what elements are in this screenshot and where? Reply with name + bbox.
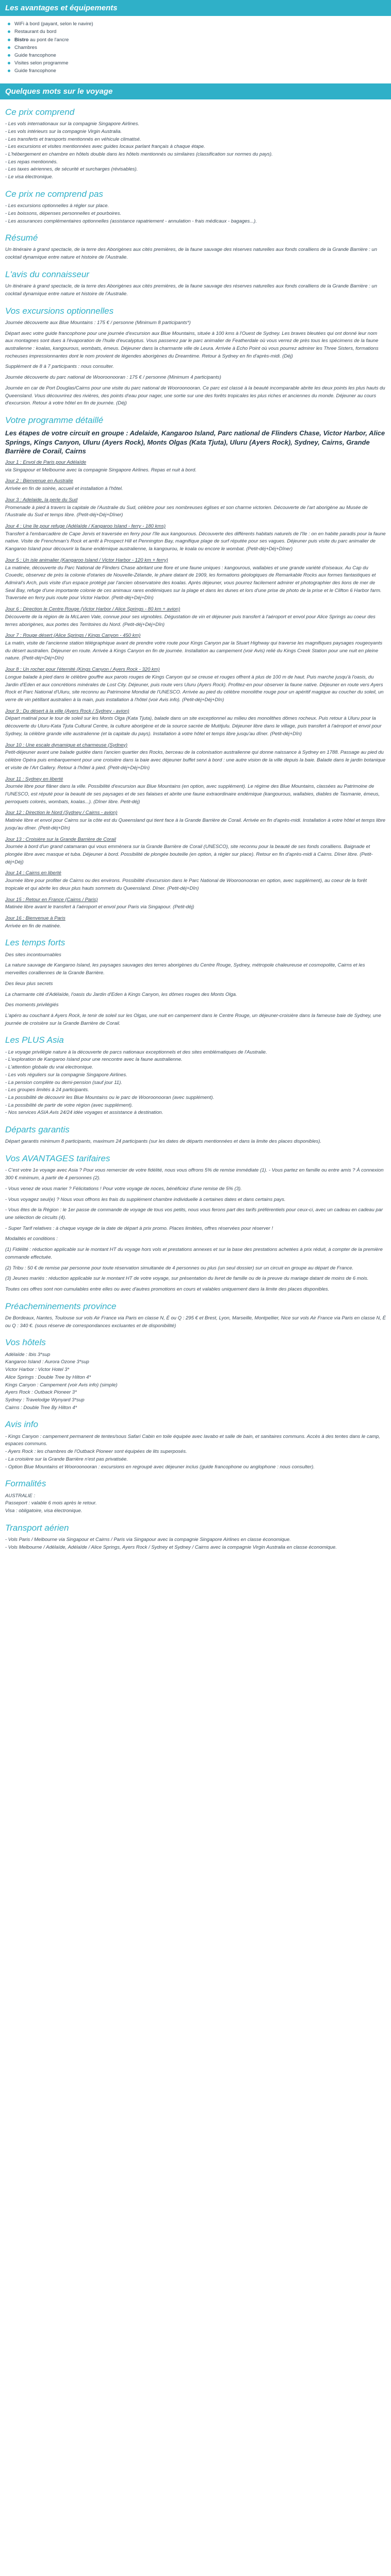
programme-day-title: Jour 2 : Bienvenue en Australie <box>5 478 73 484</box>
plus-asia-line: - La possibilité de partir de votre région (avec supplément). <box>5 1102 133 1108</box>
feature-item <box>6 44 385 52</box>
plus-asia-line: - La possibilité de découvrir les Blue Mountains ou le parc de Wooroonooran (avec supplément). <box>5 1095 215 1101</box>
section-departs <box>5 1124 386 1146</box>
feature-text: Guide francophone <box>14 53 56 58</box>
info-line: - Ayers Rock : les chambres de l'Outback Pioneer sont équipées de lits superposés. <box>5 1449 187 1455</box>
programme-day <box>5 632 386 663</box>
temps-forts-paragraph: La charmante cité d'Adélaïde, l'oasis du Jardin d'Eden à Kings Canyon, les dômes rouges des Monts Olga. <box>5 991 237 997</box>
plus-asia-line: - L'exploration de Kangaroo Island pour une rencontre avec la faune australienne. <box>5 1057 183 1063</box>
prix-comprend-line: - Les excursions et visites mentionnées avec guides locaux parlant français à chaque étape. <box>5 144 205 150</box>
quelques-mots-band: Quelques mots sur le voyage <box>0 83 391 99</box>
temps-forts-paragraph: Des lieux plus secrets <box>5 980 53 987</box>
tarifaires-paragraph: - Vous voyagez seul(e) ? Nous vous offrons les frais du supplément chambre individuelle à certaines dates et dans certains pays. <box>5 1196 286 1202</box>
feature-item <box>6 36 385 44</box>
plus-asia-line: - L'attention globale du vrai electronique. <box>5 1064 93 1071</box>
programme-day-title: Jour 1 : Envol de Paris pour Adélaïde <box>5 459 87 465</box>
section-temps-forts <box>5 937 386 1027</box>
heading-info: Avis info <box>5 1419 38 1430</box>
tarifaires-paragraph: Modalités et conditions : <box>5 1236 58 1242</box>
tarifaires-paragraph: - Super Tarif relatives : à chaque voyage de la date de départ à prix promo. Places limitées, offres réservées pour réserver ! <box>5 1225 273 1231</box>
feature-strong: Bistro <box>14 37 29 43</box>
programme-day <box>5 606 386 629</box>
section-plus-asia <box>5 1035 386 1117</box>
hotel-line: Cairns : Double Tree By Hilton 4* <box>5 1404 77 1411</box>
programme-day <box>5 915 386 930</box>
programme-day-text: Arrivée en fin de matinée. <box>5 923 61 929</box>
heading-programme: Votre programme détaillé <box>5 415 104 426</box>
features-list <box>0 19 391 76</box>
feature-item <box>6 67 385 75</box>
programme-day-text: Longue balade à pied dans le célèbre gouffre aux parois rouges de Kings Canyon qui se creuse et rouges offrent à plus de 100 m de haut. Puis marche jusqu'à l'oasis, du Jardin d'Eden et aux concrétions minérales de Lost City. Déjeuner, puis route vers Uluru (Ayers Rock). Profitez-en pour observer la faune native. Déjeuner en route vers Ayers Rock et Parc National d'Uluru, site reconnu au Patrimoine Mondial de l'UNESCO. Arrivée au pied du célèbre monolithe rouge pour un apéritif magique au coucher du soleil, un verre de vin pétillant australien à la main, puis installation à l'hôtel (voir Avis info). (Petit-déj+Déj+Dîn) <box>5 674 384 703</box>
programme-day-text: La matinée, découverte du Parc National de Flinders Chase abritant une flore et une faune uniques : kangourous, wallabies et une grande variété d'oiseaux. Au Cap du Couedic, observez de près la colonie d'otaries de Nouvelle-Zélande, le phare datant de 1909, les formations géologiques de Remarkable Rocks aux formes fantastiques et Admiral's Arch, puis visite d'un espace protégé par l'ancien observatoire des koalas. Après déjeuner, vous pourrez facilement admirer et photographier des lions de mer de Seal Bay, refuge d'une importante colonie de ces animaux rares endémiques sur la plage et dans les dunes et lors d'une prise de photo de la prise et le Clifton 6 Harbor farm. Traversée en ferry puis route pour Victor Harbor. (Petit-déj+Déj+Dîn) <box>5 565 382 601</box>
prix-comprend-line: - L'hébergement en chambre en hôtels double dans les hôtels mentionnés ou similaires (classification sur normes du pays). <box>5 151 273 157</box>
programme-day-title: Jour 14 : Cairns en liberté <box>5 870 61 876</box>
programme-day <box>5 836 386 867</box>
feature-item <box>6 28 385 36</box>
section-prix-comprend <box>5 107 386 181</box>
section-info <box>5 1419 386 1471</box>
feature-item <box>6 59 385 67</box>
prix-comprend-line: - Le visa électronique. <box>5 174 53 180</box>
transport-line: - Vols Melbourne / Adélaïde, Adélaïde / Alice Springs, Ayers Rock / Sydney et Sydney / Cairns avec la compagnie Virgin Australia en classe économique. <box>5 1544 337 1550</box>
tarifaires-paragraph: - Vous venez de vous marier ? Félicitations ! Pour votre voyage de noces, bénéficiez d'une remise de 5% (3). <box>5 1185 242 1192</box>
prix-comprend-line: - Les taxes aériennes, de sécurité et surcharges (révisables). <box>5 166 138 173</box>
temps-forts-paragraph: La nature sauvage de Kangaroo Island, les paysages sauvages des terres aborigènes du Centre Rouge, Sydney, métropole chaleureuse et cosmopolite, Cairns et les merveilles coralliennes de la Grande Barrière. <box>5 962 365 976</box>
heading-departs: Départs garantis <box>5 1125 70 1135</box>
info-list <box>5 1433 386 1471</box>
hotel-line: Victor Harbor : Victor Hotel 3* <box>5 1367 70 1373</box>
programme-days <box>5 459 386 930</box>
prix-ne-comprend-line: - Les assurances complémentaires optionnelles (assistance rapatriement - annulation - frais médicaux - bagages...). <box>5 218 257 224</box>
hotel-line: Adélaïde : Ibis 3*sup <box>5 1351 51 1358</box>
hotel-line: Alice Springs : Double Tree by Hilton 4* <box>5 1374 91 1380</box>
section-avis <box>5 269 386 298</box>
heading-formalites: Formalités <box>5 1479 46 1489</box>
tarifaires-paragraph: (1) Fidélité : réduction applicable sur le montant HT du voyage hors vols et prestations annexes et sur la base des prestations achetées à prix réduit, à compter de la première commande effectuée. <box>5 1247 383 1260</box>
tarifaires-paragraph: (3) Jeunes mariés : réduction applicable sur le montant HT de votre voyage, sur présentation du livret de famille ou de la preuve du mariage datant de moins de 6 mois. <box>5 1276 369 1282</box>
section-programme <box>5 415 386 930</box>
plus-asia-line: - La pension complète ou demi-pension (sauf jour 11). <box>5 1079 122 1086</box>
section-excursions <box>5 306 386 408</box>
heading-prix-ne-comprend: Ce prix ne comprend pas <box>5 189 103 199</box>
feature-text: WiFi à bord (payant, selon le navire) <box>14 21 93 27</box>
section-transport <box>5 1522 386 1552</box>
programme-day-text: La matin, visite de l'ancienne station télégraphique avant de prendre votre route pour Kings Canyon par la Stuart Highway qui traverse les magnifiques paysages rougeoyants du désert australien. Déjeuner en route. Arrivée à Kings Canyon en fin de journée. Installation au campement (voir Avis) relié du Kings Creek Station pour une nuit en pleine nature. (Petit-déj+Déj+Dîn) <box>5 640 383 662</box>
excursion-paragraph: Départ avec votre guide francophone pour une journée d'excursion aux Blue Mountains, située à 100 kms à l'Ouest de Sydney. Les braves bleutées qui ont donné leur nom aux montagnes sont dues à l'évaporation de l'huile d'eucalyptus. Vous passerez par le parc animalier de Featherdale où vous verrez de près tous les spécimens de la faune australienne : koalas, kangourous, wombats, émeus. Déjeuner dans la charmante ville de Leura. Arrivée à Echo Point où vous pourrez admirer les Three Sisters, formations rocheuses impressionnantes dont le nom provient de légendes aborigènes du Dreamtime. Retour à Sydney en fin d'après-midi. (Déj) <box>5 330 379 359</box>
programme-day <box>5 708 386 738</box>
hotel-line: Kings Canyon : Campement (voir Avis info) (simple) <box>5 1382 118 1388</box>
prix-ne-comprend-line: - Les excursions optionnelles à régler sur place. <box>5 203 109 209</box>
programme-day-title: Jour 6 : Direction le Centre Rouge (Victor Harbor / Alice Springs - 80 km + avion) <box>5 606 181 613</box>
heading-resume: Résumé <box>5 233 38 243</box>
prix-comprend-line: - Les vols internationaux sur la compagnie Singapore Airlines. <box>5 121 139 127</box>
temps-forts-paragraph: Des moments privilégiés <box>5 1002 59 1008</box>
programme-day-title: Jour 13 : Croisière sur la Grande Barrière de Corail <box>5 836 116 842</box>
section-formalites <box>5 1478 386 1515</box>
feature-text: au pont de l'ancre <box>28 37 69 43</box>
tarifaires-paragraph: - C'est votre 1e voyage avec Asia ? Pour vous remercier de votre fidélité, nous vous offrons 5% de remise immédiate (1). - Vous partez en famille ou entre amis ? À connexion 300 € minimum, à partir de 4 personnes (2). <box>5 1167 384 1181</box>
programme-day-text: Découverte de la région de la McLaren Vale, connue pour ses vignobles. Dégustation de vin et déjeuner puis transfert à l'aéroport et envol pour Alice Springs au coeur des terres aborigènes, aux portes des Territoires du Nord. (Petit-déj+Déj+Dîn) <box>5 614 376 628</box>
advantages-band: Les avantages et équipements <box>0 0 391 16</box>
programme-day-text: Matinée libre et envol pour Cairns sur la côte est du Queensland qui tient face à la Grande Barrière de Corail. Arrivée en fin d'après-midi. Installation à votre hôtel et temps libre jusqu'au dîner. (Petit-déj+Dîn) <box>5 818 386 831</box>
programme-day-title: Jour 9 : Du désert à la ville (Ayers Rock / Sydney - avion) <box>5 708 129 714</box>
programme-day-title: Jour 8 : Un rocher pour l'éternité (Kings Canyon / Ayers Rock - 320 km) <box>5 667 160 673</box>
avis-text: Un itinéraire à grand spectacle, de la terre des Aborigènes aux cités premières, de la faune sauvage des réserves naturelles aux fonds coralliens de la Grande Barrière : un cocktail dynamique entre nature et histoire de l'Australie. <box>5 283 377 297</box>
heading-preacheminements: Préacheminements province <box>5 1301 117 1311</box>
hotel-line: Kangaroo Island : Aurora Ozone 3*sup <box>5 1359 89 1365</box>
section-prix-ne-comprend <box>5 189 386 225</box>
feature-text: Visites selon programme <box>14 60 69 66</box>
tarifaires-paragraph: Toutes ces offres sont non cumulables entre elles ou avec d'autres promotions en cours et valables uniquement dans la limite des places disponibles. <box>5 1286 330 1293</box>
programme-day-text: Journée libre pour flâner dans la ville. Possibilité d'excursion aux Blue Mountains (en option, avec supplément). Le régime des Blue Mountains, classées au Patrimoine de l'UNESCO, est réputé pour la beauté de ses paysages et de ses falaises et abrite une faune extraordinaire endémique (kangourous, wallabies, diables de Tasmanie, émeus, perroquets colorés, wombats, koalas...). (Dîner libre. Petit-déj) <box>5 784 380 805</box>
formalites-list <box>5 1493 386 1515</box>
programme-day-text: Journée à bord d'un grand catamaran qui vous emmènera sur la Grande Barrière de Corail (UNESCO), site reconnu pour la beauté de ses fonds coralliens. Baignade et plongée libre avec masque et tuba. Déjeuner à bord. Possibilité de plongée bouteille (en option, à régler sur place). Retour en fin d'après-midi à Cairns. Dîner libre. (Petit-déj+Déj) <box>5 844 373 865</box>
plus-asia-line: - Nos services ASIA Avis 24/24 idée voyages et assistance à destination. <box>5 1110 164 1116</box>
prix-comprend-line: - Les transferts et transports mentionnés en véhicule climatisé. <box>5 136 141 142</box>
transport-line: - Vols Paris / Melbourne via Singapour et Cairns / Paris via Singapour avec la compagnie Singapore Airlines en classe économique. <box>5 1536 291 1543</box>
heading-avis: L'avis du connaisseur <box>5 269 89 279</box>
temps-forts-paragraph: Des sites incontournables <box>5 952 61 958</box>
programme-day <box>5 870 386 892</box>
programme-day-text: Journée libre pour profiter de Cairns ou des environs. Possibilité d'excursion dans le Parc National de Wooroonooran en option, avec supplément), au coeur de la forêt tropicale et qui abrite les deux plus hauts sommets du Queensland. Dîner. (Petit-déj+Dîn) <box>5 878 367 891</box>
formalites-line: Passeport : valable 6 mois après le retour. <box>5 1500 97 1506</box>
programme-day <box>5 809 386 832</box>
programme-day-text: Transfert à l'embarcadère de Cape Jervis et traversée en ferry pour l'île aux kangourous. Découverte des différents habitats naturels de l'île : on en habite paradis pour la faune native. Visite de Frenchman's Rock et arrêt à Prospect Hill et Pennington Bay, magnifique plage de surf réputée pour ses vagues. Déjeuner puis visite du parc animalier de Kangaroo Island pour découvrir la faune endémique australienne, la kangourou, le koala ou encore le wombat. (Petit-déj+Déj+Dîner) <box>5 531 386 552</box>
programme-day-title: Jour 12 : Direction le Nord (Sydney / Cairns - avion) <box>5 810 118 816</box>
programme-day <box>5 776 386 806</box>
programme-day-text: Promenade à pied à travers la capitale de l'Australie du Sud, célèbre pour ses nombreuses églises et son charme victorien. Découverte de l'art aborigène au Musée de l'Australie du Sud et temps libre. (Petit-déj+Déj+Dîner) <box>5 504 368 518</box>
plus-asia-line: - Les groupes limités à 24 participants. <box>5 1087 89 1093</box>
prix-ne-comprend-list <box>5 202 386 225</box>
excursion-paragraph: Supplément de 8 à 7 participants : nous consulter. <box>5 364 114 370</box>
programme-day-text: Départ matinal pour le tour de soleil sur les Monts Olga (Kata Tjuta), balade dans un site exceptionnel au milieu des monolithes dômes rocheux. Puis retour à Uluru pour la découverte du Uluru-Kata Tjuta Cultural Centre, la culture aborigène et de la source sacrée de Mutitjulu. Déjeuner libre dans le village, puis transfert à l'aéroport et envol pour Sydney, la célèbre grande ville australienne (et la capitale du pays). Installation à votre hôtel et temps libre jusqu'au dîner. (Petit-déj+Dîn) <box>5 716 382 737</box>
feature-text: Guide francophone <box>14 68 56 74</box>
programme-day-title: Jour 7 : Rouge désert (Alice Springs / Kings Canyon - 450 km) <box>5 633 141 639</box>
feature-item <box>6 52 385 59</box>
excursion-paragraph: Journée découverte aux Blue Mountains : 175 € / personne (Minimum 8 participants*) <box>5 319 191 326</box>
heading-tarifaires: Vos AVANTAGES tarifaires <box>5 1154 110 1164</box>
temps-forts-list <box>5 952 386 1028</box>
heading-temps-forts: Les temps forts <box>5 938 66 948</box>
programme-day <box>5 459 386 474</box>
excursion-paragraph: Journée découverte du parc national de Wooroonooran : 175 € / personne (Minimum 4 participants) <box>5 375 221 381</box>
programme-day <box>5 896 386 911</box>
feature-item <box>6 20 385 28</box>
heading-plus-asia: Les PLUS Asia <box>5 1035 64 1045</box>
programme-day-text: Arrivée en fin de soirée, accueil et installation à l'hôtel. <box>5 486 123 492</box>
programme-day-text: Petit-déjeuner avant une balade guidée dans l'ancien quartier des Rocks, berceau de la colonisation australienne qui donne naissance à Sydney en 1788. Passage au pied du célèbre Opéra puis embarquement pour une croisière dans la baie avec déjeuner buffet servi à bord : une autre vision de la ville depuis la baie. Balade dans le jardin botanique et visite de l'Art Gallery. Retour à l'hôtel à pied. (Petit-déj+Déj+Dîn) <box>5 750 386 771</box>
section-hotels <box>5 1337 386 1412</box>
formalites-line: Visa : obligatoire, visa électronique. <box>5 1507 83 1514</box>
heading-prix-comprend: Ce prix comprend <box>5 107 75 117</box>
programme-day-title: Jour 15 : Retour en France (Cairns / Paris) <box>5 896 98 903</box>
programme-subheading: Les étapes de votre circuit en groupe : Adelaide, Kangaroo Island, Parc national de Flinders Chase, Victor Harbor, Alice Springs, Kings Canyon, Uluru (Ayers Rock), Monts Olgas (Kata Tjuta), Uluru (Ayers Rock), Sydney, Cairns, Grande Barrière de Corail, Cairns <box>5 429 385 455</box>
tarifaires-list <box>5 1167 386 1293</box>
temps-forts-paragraph: L'apéro au couchant à Ayers Rock, le tenir de soleil sur les Olgas, une nuit en campement dans le Centre Rouge, un déjeuner-croisière dans la fameuse baie de Sydney, une journée de croisière sur la Grande Barrière de Corail. <box>5 1013 381 1026</box>
tarifaires-paragraph: - Vous êtes de la Région : le 1er passe de commande de voyage de tous vos petits, nous vous ferons part des tarifs préférentiels pour ceux-ci, avec un cadeau en cadeau par une sélection de circuits (4). <box>5 1207 383 1221</box>
programme-day-title: Jour 16 : Bienvenue à Paris <box>5 916 66 922</box>
heading-excursions: Vos excursions optionnelles <box>5 306 114 316</box>
programme-day-title: Jour 5 : Un isle animalier (Kangaroo Island / Victor Harbor - 120 km + ferry) <box>5 557 168 563</box>
prix-ne-comprend-line: - Les boissons, dépenses personnelles et pourboires. <box>5 210 121 216</box>
plus-asia-line: - Le voyage privilégie nature à la découverte de parcs nationaux exceptionnels et des sites emblématiques de l'Australie. <box>5 1049 267 1055</box>
feature-text: Chambres <box>14 44 37 50</box>
heading-transport: Transport aérien <box>5 1522 69 1533</box>
programme-day <box>5 666 386 704</box>
transport-list <box>5 1536 386 1551</box>
programme-day <box>5 523 386 553</box>
programme-day <box>5 497 386 519</box>
prix-comprend-line: - Les vols intérieurs sur la compagnie Virgin Australia. <box>5 128 122 134</box>
programme-day-title: Jour 10 : Une escale dynamique et charmeuse (Sydney) <box>5 742 128 748</box>
main-content <box>0 107 391 1552</box>
formalites-line: AUSTRALIE : <box>5 1493 36 1499</box>
hotels-list <box>5 1351 386 1412</box>
programme-day-title: Jour 11 : Sydney en liberté <box>5 776 63 782</box>
section-preacheminements <box>5 1301 386 1330</box>
departs-text: Départ garantis minimum 8 participants, maximum 24 participants (sur les dates de départs mentionnées et dans la limite des places disponibles). <box>5 1139 322 1145</box>
preacheminements-text: De Bordeaux, Nantes, Toulouse sur vols Air France via Paris en classe N, É ou Q : 295 € et Brest, Lyon, Marseille, Montpellier, Nice sur vols Air France via Paris en classe N, É ou Q : 340 €. (sous réserve de correspondances excluantes et de disponibilité) <box>5 1315 386 1329</box>
excursions-list <box>5 319 386 408</box>
programme-day-title: Jour 4 : Une île pour refuge (Adélaïde / Kangaroo Island - ferry - 180 kms) <box>5 523 166 529</box>
info-line: - La croisière sur la Grande Barrière n'est pas privatisée. <box>5 1456 128 1462</box>
programme-day <box>5 557 386 602</box>
programme-day <box>5 742 386 772</box>
programme-day-text: Matinée libre avant le transfert à l'aéroport et envol pour Paris via Singapour. (Petit-déj) <box>5 904 194 910</box>
programme-day-title: Jour 3 : Adelaide, la perle du Sud <box>5 497 78 503</box>
heading-hotels: Vos hôtels <box>5 1337 46 1348</box>
prix-comprend-list <box>5 121 386 181</box>
excursion-paragraph: Journée en car de Port Douglas/Cairns pour une visite du parc national de Wooroonooran. Ce parc est classé à la beauté incomparable abrite les deux points les plus hauts du Queensland. Vous découvrirez des rivières, des points d'eau pour nager, une sortie sur une des forêts tropicales les plus riches et anciennes du monde. Déjeuner au cours d'excursion. Retour à votre hôtel en fin de journée. (Déj) <box>5 385 385 406</box>
prix-comprend-line: - Les repas mentionnés. <box>5 159 58 165</box>
tarifaires-paragraph: (2) Tribu : 50 € de remise par personne pour toute réservation simultanée de 4 personnes ou plus (un seul dossier) sur un circuit en groupe au départ de France. <box>5 1265 354 1271</box>
info-line: - Kings Canyon : campement permanent de tentes/sous Safari Cabin en toile équipée avec lavabo et salle de bain, et sanitaires communs. Accès à des tentes dans le camp, espaces communs. <box>5 1433 380 1447</box>
feature-text: Restaurant du bord <box>14 29 57 35</box>
programme-day <box>5 478 386 493</box>
section-resume <box>5 232 386 262</box>
hotel-line: Ayers Rock : Outback Pioneer 3* <box>5 1389 77 1396</box>
hotel-line: Sydney : Travelodge Wynyard 3*sup <box>5 1397 85 1403</box>
resume-text: Un itinéraire à grand spectacle, de la terre des Aborigènes aux cités premières, de la faune sauvage des réserves naturelles aux fonds coralliens de la Grande Barrière : un cocktail dynamique entre nature et histoire de l'Australie. <box>5 247 377 261</box>
plus-asia-line: - Les vols réguliers sur la compagnie Singapore Airlines. <box>5 1072 127 1078</box>
section-tarifaires <box>5 1153 386 1294</box>
info-line: - Option Blue Mountains et Wooroonooran : excursions en regroupé avec déjeuner inclus (guide francophone ou anglophone : nous consulter). <box>5 1464 315 1470</box>
plus-asia-list <box>5 1049 386 1117</box>
programme-day-text: via Singapour et Melbourne avec la compagnie Singapore Airlines. Repas et nuit à bord. <box>5 467 197 473</box>
